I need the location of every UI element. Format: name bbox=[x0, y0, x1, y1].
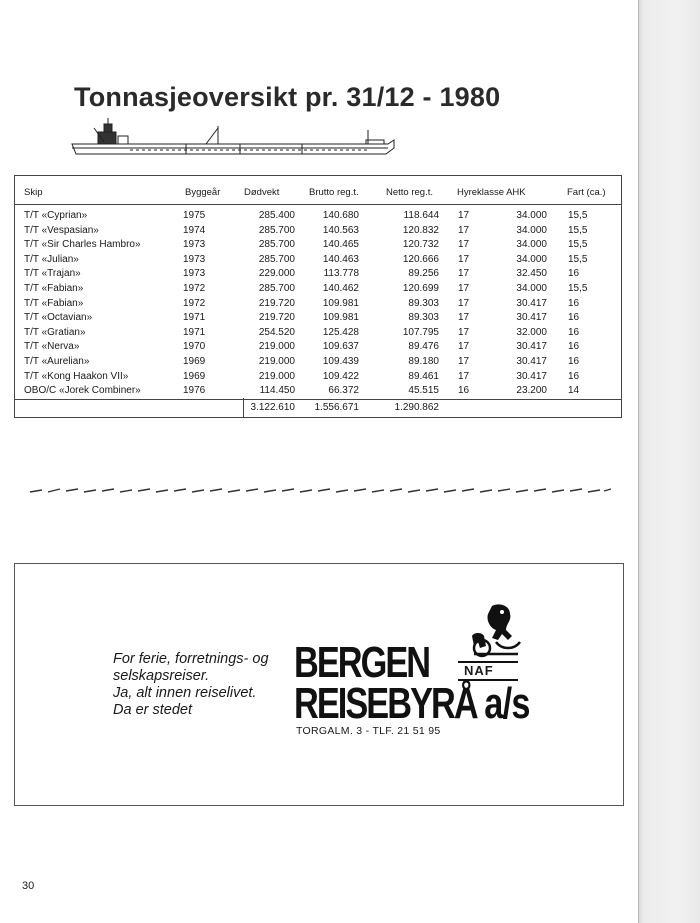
page-edge-line bbox=[638, 0, 639, 923]
cell-build-year: 1971 bbox=[183, 326, 206, 338]
total-netto: 1.290.862 bbox=[394, 402, 439, 413]
ad-line-1: For ferie, forretnings- og bbox=[113, 651, 269, 667]
cell-hire-class: 17 bbox=[458, 239, 470, 251]
cell-hire-class: 17 bbox=[458, 283, 470, 294]
cell-net-tonnage: 89.256 bbox=[408, 268, 439, 280]
cell-speed: 15,5 bbox=[568, 224, 588, 236]
cell-ship-name: T/T «Cyprian» bbox=[24, 210, 88, 221]
cell-build-year: 1973 bbox=[183, 253, 206, 265]
cell-deadweight: 114.450 bbox=[259, 385, 295, 397]
ad-address: TORGALM. 3 - TLF. 21 51 95 bbox=[296, 725, 441, 737]
cell-net-tonnage: 89.476 bbox=[408, 341, 439, 353]
brand-name-suffix: a/s bbox=[484, 679, 530, 728]
cell-deadweight: 219.720 bbox=[258, 297, 295, 309]
cell-ahk: 23.200 bbox=[516, 385, 547, 397]
lion-emblem-logo bbox=[462, 602, 532, 660]
cell-build-year: 1975 bbox=[183, 210, 206, 221]
cell-deadweight: 219.720 bbox=[258, 312, 295, 324]
header-hyreklasse: Hyreklasse AHK bbox=[457, 187, 526, 198]
ad-line-4: Da er stedet bbox=[113, 702, 192, 718]
cell-ahk: 30.417 bbox=[516, 341, 547, 353]
cell-ship-name: T/T «Kong Haakon VII» bbox=[24, 370, 129, 382]
cell-deadweight: 254.520 bbox=[258, 326, 295, 338]
cell-gross-tonnage: 66.372 bbox=[328, 385, 359, 397]
cell-ahk: 30.417 bbox=[516, 297, 547, 309]
cell-net-tonnage: 107.795 bbox=[402, 326, 439, 338]
cell-deadweight: 285.700 bbox=[258, 253, 295, 265]
page-title: Tonnasjeoversikt pr. 31/12 - 1980 bbox=[74, 82, 501, 112]
header-skip: Skip bbox=[24, 187, 43, 198]
cell-ship-name: T/T «Julian» bbox=[24, 253, 79, 265]
cell-gross-tonnage: 140.563 bbox=[322, 224, 359, 236]
cell-build-year: 1970 bbox=[183, 341, 206, 353]
total-brutto: 1.556.671 bbox=[314, 402, 359, 413]
cell-speed: 16 bbox=[568, 312, 580, 324]
cell-net-tonnage: 89.303 bbox=[408, 312, 439, 324]
brand-name-line-2 bbox=[294, 679, 530, 728]
cell-ship-name: T/T «Aurelian» bbox=[24, 356, 90, 367]
page-edge-shadow bbox=[638, 0, 700, 923]
brand-name-line-1: BERGEN bbox=[294, 638, 430, 687]
header-fart: Fart (ca.) bbox=[567, 187, 606, 198]
cell-deadweight: 285.700 bbox=[258, 224, 295, 236]
header-byggear: Byggeår bbox=[185, 187, 221, 198]
cell-build-year: 1969 bbox=[183, 356, 206, 367]
cell-gross-tonnage: 125.428 bbox=[322, 326, 359, 338]
cell-hire-class: 17 bbox=[458, 297, 470, 309]
cell-net-tonnage: 89.180 bbox=[408, 356, 439, 367]
cell-net-tonnage: 120.732 bbox=[402, 239, 439, 251]
cell-ahk: 34.000 bbox=[516, 210, 547, 221]
cell-gross-tonnage: 140.465 bbox=[322, 239, 359, 251]
header-netto: Netto reg.t. bbox=[386, 187, 433, 198]
cell-gross-tonnage: 109.981 bbox=[322, 297, 359, 309]
cell-net-tonnage: 89.461 bbox=[408, 370, 439, 382]
cell-ahk: 32.450 bbox=[516, 268, 547, 280]
cell-net-tonnage: 45.515 bbox=[408, 385, 439, 397]
cell-hire-class: 17 bbox=[458, 356, 470, 367]
brand-name-reisebyra: REISEBYRÅ bbox=[294, 679, 477, 728]
cell-speed: 15,5 bbox=[568, 253, 588, 265]
cell-net-tonnage: 120.832 bbox=[402, 224, 439, 236]
cell-speed: 15,5 bbox=[568, 210, 588, 221]
cell-net-tonnage: 120.666 bbox=[402, 253, 439, 265]
cell-ship-name: T/T «Fabian» bbox=[24, 297, 84, 309]
cell-hire-class: 17 bbox=[458, 224, 470, 236]
cell-deadweight: 229.000 bbox=[258, 268, 295, 280]
ad-line-2: selskapsreiser. bbox=[113, 668, 210, 684]
cell-speed: 15,5 bbox=[568, 239, 588, 251]
header-dodvekt: Dødvekt bbox=[244, 187, 280, 198]
cell-net-tonnage: 120.699 bbox=[402, 283, 439, 294]
cell-build-year: 1972 bbox=[183, 297, 206, 309]
totals-divider bbox=[15, 399, 621, 400]
cell-speed: 16 bbox=[568, 341, 580, 353]
cell-speed: 14 bbox=[568, 385, 580, 397]
cell-ship-name: OBO/C «Jorek Combiner» bbox=[24, 385, 141, 397]
cell-speed: 16 bbox=[568, 370, 580, 382]
cell-net-tonnage: 118.644 bbox=[403, 210, 439, 221]
cell-build-year: 1974 bbox=[183, 224, 206, 236]
ship-silhouette-illustration bbox=[70, 114, 400, 158]
cell-hire-class: 17 bbox=[458, 370, 470, 382]
cell-gross-tonnage: 109.981 bbox=[322, 312, 359, 324]
cell-gross-tonnage: 109.637 bbox=[322, 341, 359, 353]
cell-build-year: 1969 bbox=[183, 370, 206, 382]
cell-hire-class: 17 bbox=[458, 253, 470, 265]
cell-build-year: 1973 bbox=[183, 239, 206, 251]
cell-ahk: 30.417 bbox=[516, 312, 547, 324]
cell-ship-name: T/T «Vespasian» bbox=[24, 224, 99, 236]
cell-deadweight: 285.700 bbox=[258, 283, 295, 294]
cell-hire-class: 17 bbox=[458, 312, 470, 324]
cell-speed: 16 bbox=[568, 356, 580, 367]
cell-deadweight: 219.000 bbox=[258, 356, 295, 367]
cell-ship-name: T/T «Trajan» bbox=[24, 268, 81, 280]
cell-build-year: 1973 bbox=[183, 268, 206, 280]
cell-ship-name: T/T «Fabian» bbox=[24, 283, 84, 294]
cell-ship-name: T/T «Octavian» bbox=[24, 312, 93, 324]
cell-net-tonnage: 89.303 bbox=[408, 297, 439, 309]
cell-hire-class: 17 bbox=[458, 326, 470, 338]
cell-deadweight: 219.000 bbox=[258, 341, 295, 353]
tonnage-table bbox=[14, 175, 622, 418]
page-number: 30 bbox=[22, 880, 35, 892]
header-brutto: Brutto reg.t. bbox=[309, 187, 359, 198]
cell-hire-class: 17 bbox=[458, 341, 470, 353]
cell-build-year: 1971 bbox=[183, 312, 206, 324]
naf-logo-text: NAF bbox=[464, 663, 494, 678]
cell-build-year: 1972 bbox=[183, 283, 206, 294]
cell-ahk: 34.000 bbox=[516, 239, 547, 251]
cell-ship-name: T/T «Gratian» bbox=[24, 326, 86, 338]
cell-deadweight: 285.700 bbox=[258, 239, 295, 251]
cell-gross-tonnage: 140.462 bbox=[322, 283, 359, 294]
ad-line-3: Ja, alt innen reiselivet. bbox=[113, 685, 257, 701]
cell-ahk: 30.417 bbox=[516, 370, 547, 382]
cell-ahk: 32.000 bbox=[516, 326, 547, 338]
total-dodvekt: 3.122.610 bbox=[250, 402, 295, 413]
cell-hire-class: 17 bbox=[458, 268, 470, 280]
cell-speed: 16 bbox=[568, 297, 580, 309]
cell-ship-name: T/T «Sir Charles Hambro» bbox=[24, 239, 141, 251]
cell-speed: 15,5 bbox=[568, 283, 588, 294]
cell-gross-tonnage: 109.422 bbox=[322, 370, 359, 382]
cell-ahk: 34.000 bbox=[516, 224, 547, 236]
cell-gross-tonnage: 113.778 bbox=[323, 268, 359, 280]
cell-ahk: 34.000 bbox=[516, 253, 547, 265]
decorative-dash-separator bbox=[28, 484, 613, 496]
cell-gross-tonnage: 140.680 bbox=[322, 210, 359, 221]
cell-hire-class: 16 bbox=[458, 385, 470, 397]
cell-build-year: 1976 bbox=[183, 385, 206, 397]
cell-gross-tonnage: 140.463 bbox=[322, 253, 359, 265]
cell-ahk: 30.417 bbox=[516, 356, 547, 367]
cell-speed: 16 bbox=[568, 326, 580, 338]
cell-gross-tonnage: 109.439 bbox=[322, 356, 359, 367]
cell-deadweight: 219.000 bbox=[258, 370, 295, 382]
header-divider bbox=[15, 204, 621, 205]
cell-hire-class: 17 bbox=[458, 210, 470, 221]
cell-ahk: 34.000 bbox=[516, 283, 547, 294]
cell-speed: 16 bbox=[568, 268, 580, 280]
cell-ship-name: T/T «Nerva» bbox=[24, 341, 80, 353]
cell-deadweight: 285.400 bbox=[258, 210, 295, 221]
